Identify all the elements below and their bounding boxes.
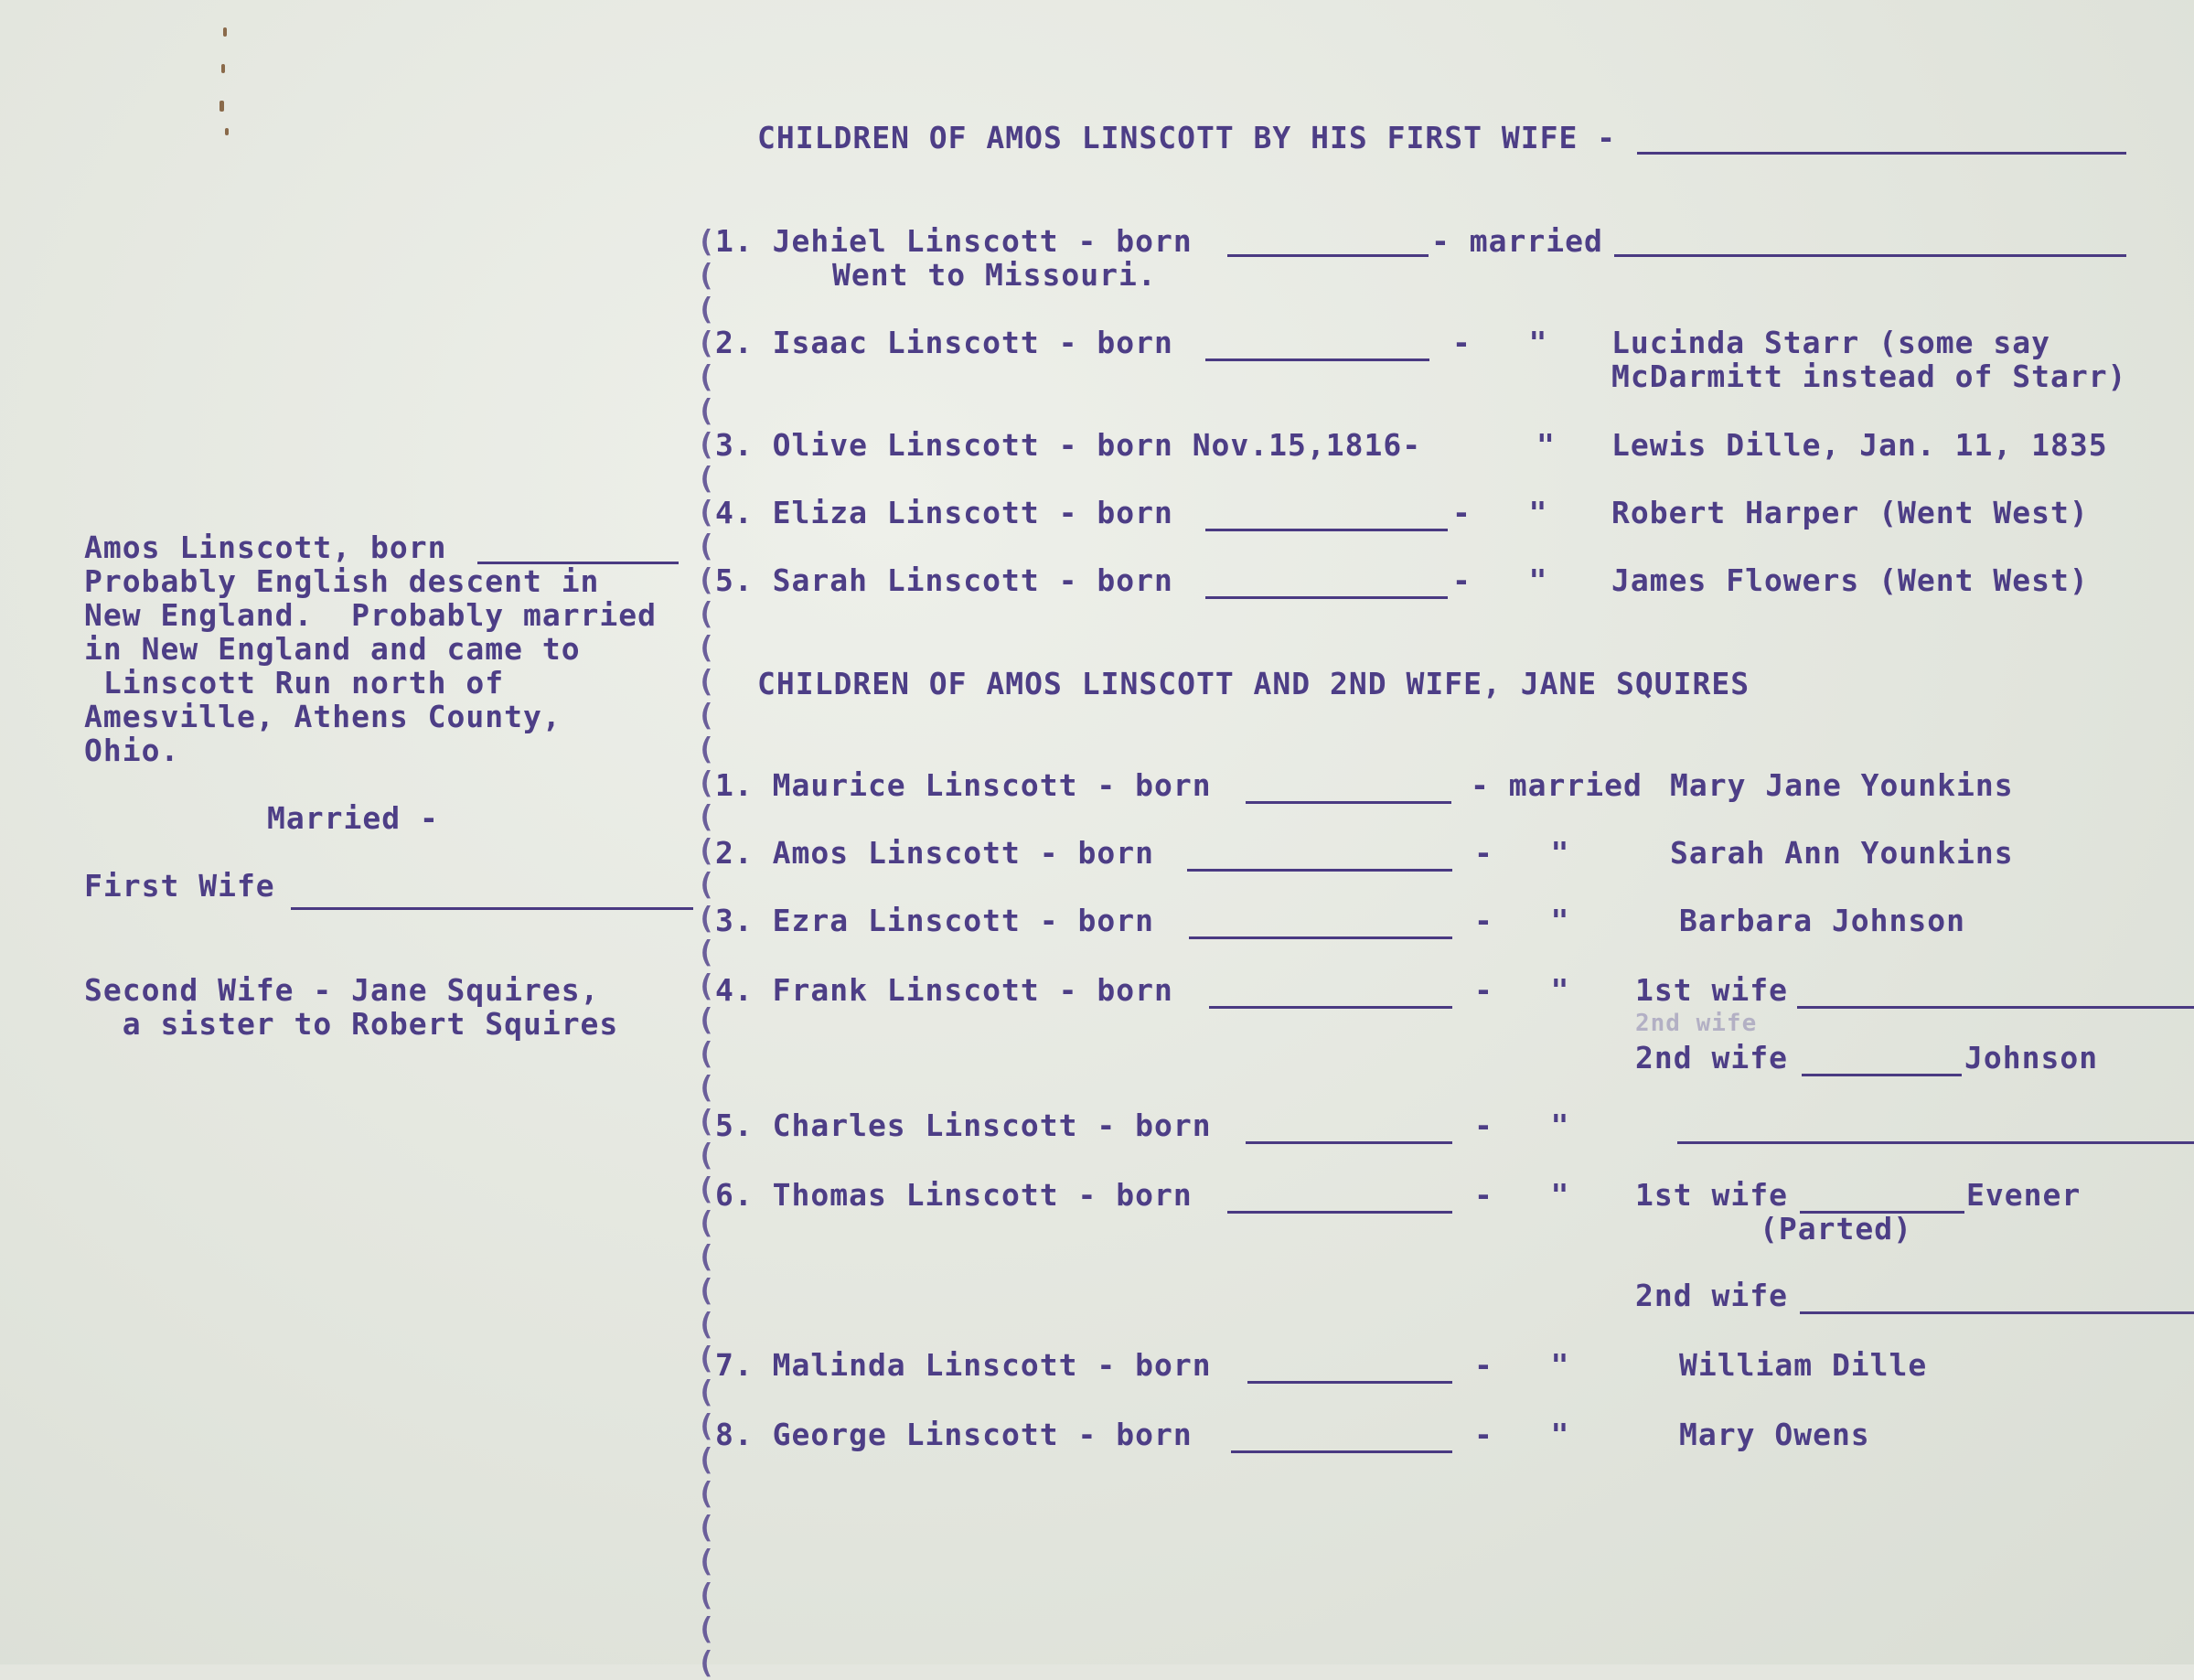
frank-ditto: - " [1474,972,1570,1008]
bracket-column: ( ( ( ( ( ( ( ( ( ( ( ( ( ( ( ( ( ( ( ( ( ( ( ( ( ( ( ( ( ( ( ( ( ( ( ( ( ( ( ( ( ( ( [697,223,715,1680]
george-ditto: - " [1474,1417,1570,1452]
thomas-first-wife-surname: Evener [1966,1177,2082,1213]
olive-ditto: " [1536,427,1556,463]
amos-line-3: New England. Probably married [84,597,658,633]
charles-born-blank [1246,1141,1452,1144]
child-6-thomas: 6. Thomas Linscott - born [715,1177,1193,1213]
george-born-blank [1231,1450,1452,1453]
child-2-isaac: 2. Isaac Linscott - born [715,325,1173,360]
first-wife-label: First Wife [84,868,275,904]
amos-line-1: Amos Linscott, born [84,530,447,565]
malinda-born-blank [1247,1381,1452,1384]
second-wife-heading: CHILDREN OF AMOS LINSCOTT AND 2ND WIFE, JANE SQUIRES [757,666,1750,701]
malinda-ditto: - " [1474,1347,1570,1383]
ink-speck [223,27,227,37]
second-wife-line-1: Second Wife - Jane Squires, [84,972,600,1008]
thomas-first-wife: 1st wife [1635,1177,1788,1213]
ezra-born-blank [1189,936,1452,939]
child-5-charles: 5. Charles Linscott - born [715,1108,1212,1143]
frank-born-blank [1209,1006,1452,1009]
isaac-spouse: Lucinda Starr (some say [1611,325,2050,360]
maurice-born-blank [1246,801,1451,804]
amos-line-5: Linscott Run north of [84,665,505,701]
thomas-parted-note: (Parted) [1760,1211,1912,1247]
thomas-born-blank [1227,1211,1452,1214]
eliza-born-blank [1205,529,1448,531]
eliza-spouse: Robert Harper (Went West) [1611,495,2089,530]
isaac-spouse-note: McDarmitt instead of Starr) [1611,358,2127,394]
title-blank-line [1637,152,2126,155]
ink-speck [225,128,229,135]
married-label: Married - [267,800,439,836]
isaac-ditto: - " [1452,325,1548,360]
child-3-olive: 3. Olive Linscott - born Nov.15,1816- [715,427,1422,463]
maurice-spouse: Mary Jane Younkins [1670,767,2014,803]
frank-first-wife-blank [1797,1006,2194,1009]
page-title: CHILDREN OF AMOS LINSCOTT BY HIS FIRST WIFE - [757,120,1617,155]
jehiel-spouse-blank [1614,254,2126,257]
frank-first-wife: 1st wife [1635,972,1788,1008]
amos-jr-born-blank [1187,869,1452,872]
amos-line-2: Probably English descent in [84,563,600,599]
jehiel-note: Went to Missouri. [832,257,1157,293]
amos-line-7: Ohio. [84,733,180,768]
ezra-ditto: - " [1474,903,1570,938]
jehiel-born-blank [1227,254,1429,257]
eliza-ditto: - " [1452,495,1548,530]
amos-jr-ditto: - " [1474,835,1570,871]
amos-line-4: in New England and came to [84,631,581,667]
ink-speck [221,64,225,73]
sarah-spouse: James Flowers (Went West) [1611,562,2089,598]
child-1-maurice: 1. Maurice Linscott - born [715,767,1212,803]
olive-spouse: Lewis Dille, Jan. 11, 1835 [1611,427,2108,463]
malinda-spouse: William Dille [1679,1347,1928,1383]
first-wife-blank [291,907,693,910]
sarah-ditto: - " [1452,562,1548,598]
maurice-married: - married [1471,767,1643,803]
sarah-born-blank [1205,596,1448,599]
child-4-frank: 4. Frank Linscott - born [715,972,1173,1008]
charles-spouse-blank [1677,1141,2194,1144]
frank-second-wife: 2nd wife [1635,1040,1788,1075]
thomas-second-wife-blank [1800,1311,2194,1314]
child-7-malinda: 7. Malinda Linscott - born [715,1347,1212,1383]
second-wife-line-2: a sister to Robert Squires [84,1006,619,1042]
ink-speck [219,101,224,112]
child-2-amos: 2. Amos Linscott - born [715,835,1154,871]
frank-second-wife-blank [1802,1074,1962,1076]
child-1-jehiel: 1. Jehiel Linscott - born [715,223,1193,259]
frank-struck-text: 2nd wife [1635,1010,1758,1037]
thomas-second-wife: 2nd wife [1635,1278,1788,1313]
isaac-born-blank [1205,358,1429,361]
amos-jr-spouse: Sarah Ann Younkins [1670,835,2014,871]
ezra-spouse: Barbara Johnson [1679,903,1966,938]
george-spouse: Mary Owens [1679,1417,1870,1452]
frank-second-wife-surname: Johnson [1964,1040,2099,1075]
child-5-sarah: 5. Sarah Linscott - born [715,562,1173,598]
child-8-george: 8. George Linscott - born [715,1417,1193,1452]
amos-line-6: Amesville, Athens County, [84,699,562,734]
jehiel-married: - married [1431,223,1603,259]
child-4-eliza: 4. Eliza Linscott - born [715,495,1173,530]
charles-ditto: - " [1474,1108,1570,1143]
child-3-ezra: 3. Ezra Linscott - born [715,903,1154,938]
thomas-ditto: - " [1474,1177,1570,1213]
